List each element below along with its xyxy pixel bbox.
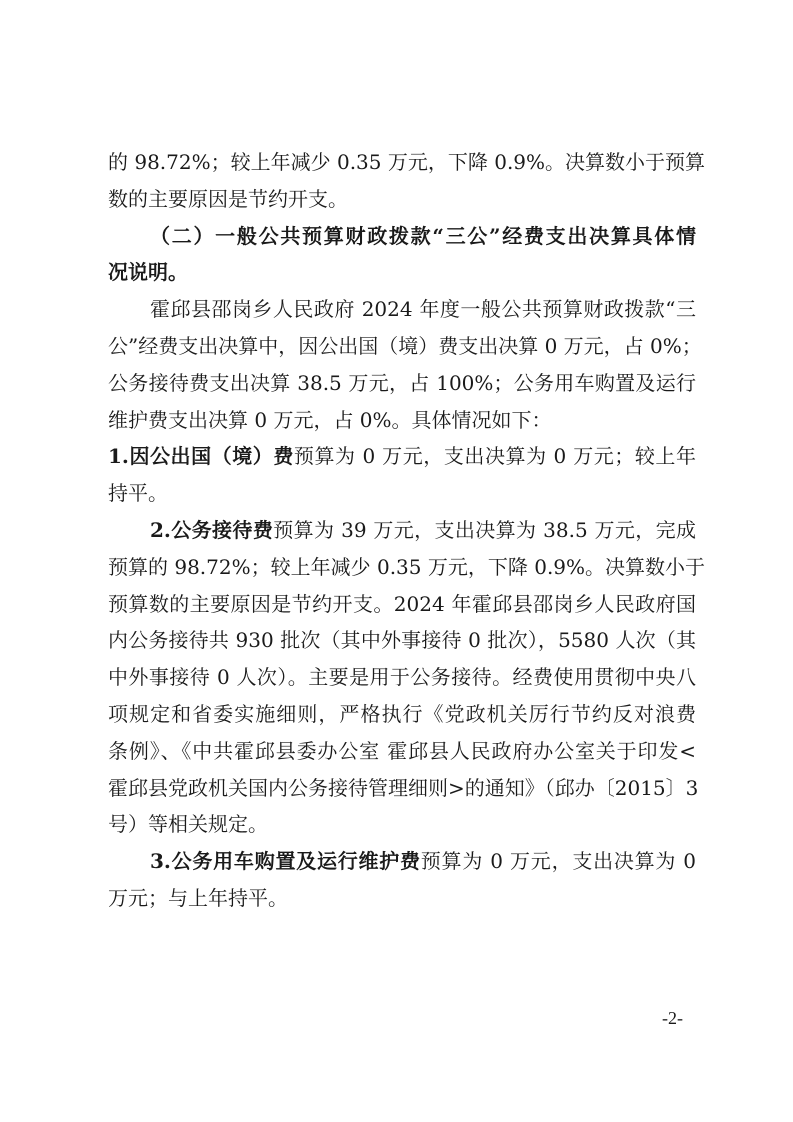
document-body — [108, 144, 706, 917]
bold-heading-text: 况说明。 — [108, 260, 188, 285]
body-text: 预算为 39 万元，支出决算为 38.5 万元，完成 — [273, 517, 696, 542]
text-line — [108, 328, 702, 365]
text-line — [108, 586, 696, 623]
body-text: 万元；与上年持平。 — [108, 885, 288, 910]
text-line — [108, 806, 696, 843]
text-line — [108, 181, 696, 218]
text-line — [108, 254, 696, 291]
body-text: 项规定和省委实施细则，严格执行《党政机关厉行节约反对浪费 — [108, 701, 696, 726]
text-line — [108, 291, 696, 328]
page-number: -2- — [662, 1008, 683, 1028]
text-line — [108, 622, 696, 659]
text-line — [108, 144, 706, 181]
text-line — [108, 549, 706, 586]
bold-heading-text: （二）一般公共预算财政拨款“三公”经费支出决算具体情 — [150, 223, 696, 248]
body-text: 中外事接待 0 人次）。主要是用于公务接待。经费使用贯彻中央八 — [108, 665, 696, 690]
bold-heading-text: 2.公务接待费 — [150, 517, 274, 542]
text-line — [108, 770, 699, 807]
body-text: 预算为 0 万元，支出决算为 0 万元；较上年 — [293, 444, 696, 469]
body-text: 霍邱县邵岗乡人民政府 2024 年度一般公共预算财政拨款“三 — [150, 297, 696, 322]
body-text: 公”经费支出决算中，因公出国（境）费支出决算 0 万元，占 0%； — [108, 333, 702, 358]
text-line — [108, 438, 696, 475]
text-line — [108, 512, 696, 549]
text-line — [108, 402, 696, 439]
body-text: 的 98.72%；较上年减少 0.35 万元，下降 0.9%。决算数小于预算 — [108, 150, 706, 174]
body-text: 预算的 98.72%；较上年减少 0.35 万元，下降 0.9%。决算数小于 — [108, 554, 706, 579]
text-line — [108, 365, 696, 402]
text-line — [108, 843, 696, 880]
body-text: 预算为 0 万元，支出决算为 0 — [420, 849, 696, 874]
body-text: 内公务接待共 930 批次（其中外事接待 0 批次），5580 人次（其 — [108, 628, 696, 653]
text-line — [108, 218, 696, 255]
text-line — [108, 733, 696, 770]
body-text: 预算数的主要原因是节约开支。2024 年霍邱县邵岗乡人民政府国 — [108, 591, 696, 616]
text-line — [108, 880, 696, 917]
body-text: 持平。 — [108, 481, 168, 506]
body-text: 数的主要原因是节约开支。 — [108, 186, 348, 211]
text-line — [108, 659, 696, 696]
text-line — [108, 696, 696, 733]
bold-heading-text: 1.因公出国（境）费 — [108, 444, 294, 469]
body-text: 维护费支出决算 0 万元，占 0%。具体情况如下： — [108, 407, 552, 432]
body-text: 霍邱县党政机关国内公务接待管理细则>的通知》（邱办〔2015〕3 — [108, 775, 699, 800]
body-text: 条例》、《中共霍邱县委办公室 霍邱县人民政府办公室关于印发< — [108, 738, 696, 763]
body-text: 公务接待费支出决算 38.5 万元，占 100%；公务用车购置及运行 — [108, 370, 696, 395]
text-line — [108, 475, 696, 512]
bold-heading-text: 3.公务用车购置及运行维护费 — [150, 849, 421, 874]
body-text: 号）等相关规定。 — [108, 812, 268, 837]
